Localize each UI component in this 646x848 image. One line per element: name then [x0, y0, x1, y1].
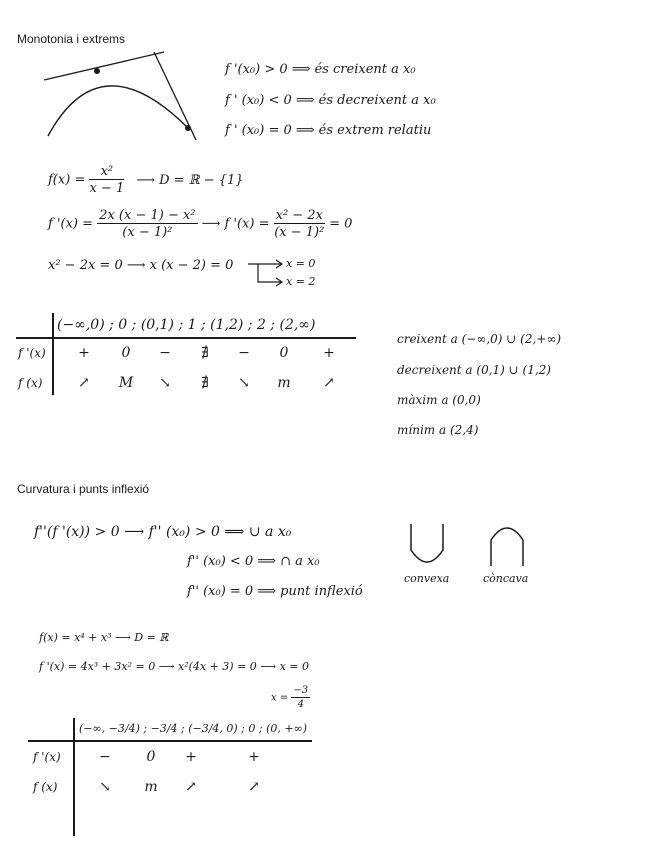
derivative-lhs: f '(x) = [48, 216, 94, 232]
table1-behaviour-cell: ↘ [238, 375, 250, 391]
derivative-line [48, 209, 352, 239]
table1-row-label-derivative: f '(x) [18, 346, 46, 360]
table1-sign-cell: + [323, 345, 335, 361]
table2-row-label-derivative: f '(x) [33, 750, 61, 764]
curvature-rule-positive: f''(f '(x)) > 0 ⟶ f'' (x₀) > 0 ⟹ ∪ a x₀ [34, 524, 292, 540]
label-convexa: convexa [404, 572, 450, 585]
table1-behaviour-cell: m [277, 375, 291, 391]
section-title-curvatura: Curvatura i punts inflexió [17, 482, 150, 496]
table1-behaviour-cell: ↗ [78, 375, 90, 391]
label-concava: còncava [483, 572, 529, 585]
derivative-simplified-denominator: (x − 1)² [274, 225, 325, 240]
table1-sign-cell: ∄ [201, 345, 209, 361]
table1-behaviour-cell: M [118, 375, 134, 391]
table1-behaviour-cell: ∄ [201, 375, 209, 391]
solve-equation: x² − 2x = 0 ⟶ x (x − 2) = 0 [48, 258, 234, 273]
table1-behaviour-cell: ↘ [159, 375, 171, 391]
table1-sign-cell: 0 [279, 345, 289, 361]
table2-sign-cell: + [248, 749, 260, 765]
table2-behaviour-cell: ↗ [248, 779, 260, 795]
derivative-simplified-fraction [274, 209, 325, 239]
table2-sign-cell: + [185, 749, 197, 765]
rule-increasing: f '(x₀) > 0 ⟹ és creixent a x₀ [225, 62, 416, 77]
summary-maximum: màxim a (0,0) [397, 393, 481, 407]
table2-horizontal-rule [28, 740, 312, 742]
concave-shape-icon [487, 522, 527, 568]
curvature-rule-zero: f'' (x₀) = 0 ⟹ punt inflexió [187, 584, 363, 599]
table1-row-label-function: f (x) [18, 376, 43, 390]
branch-arrows [246, 262, 286, 288]
table1-sign-cell: + [78, 345, 90, 361]
root-fraction [291, 686, 310, 710]
table2-row-label-function: f (x) [33, 780, 58, 794]
table1-sign-cell: − [238, 345, 250, 361]
table1-sign-cell: 0 [121, 345, 131, 361]
function2-definition: f(x) = x⁴ + x³ ⟶ D = ℝ [39, 631, 169, 644]
summary-increasing: creixent a (−∞,0) ∪ (2,+∞) [397, 332, 562, 346]
table1-sign-cell: − [159, 345, 171, 361]
table1-vertical-rule [52, 313, 54, 395]
derivative-numerator: 2x (x − 1) − x² [99, 208, 196, 223]
function-lhs: f(x) = [48, 172, 86, 188]
derivative-denominator: (x − 1)² [122, 225, 173, 240]
derivative-equals-zero: = 0 [329, 216, 353, 232]
function-definition [48, 165, 243, 195]
table1-behaviour-cell: ↗ [323, 375, 335, 391]
root-x0: x = 0 [286, 257, 316, 270]
root-denominator: 4 [297, 699, 304, 710]
convex-shape-icon [407, 522, 447, 568]
table2-sign-cell: − [99, 749, 111, 765]
function2-root [271, 686, 310, 710]
root-numerator: −3 [293, 685, 309, 696]
summary-decreasing: decreixent a (0,1) ∪ (1,2) [397, 363, 551, 377]
rule-decreasing: f ' (x₀) < 0 ⟹ és decreixent a x₀ [225, 93, 436, 108]
function-domain: ⟶ D = ℝ − {1} [136, 172, 244, 188]
derivative-arrow: ⟶ [201, 216, 221, 232]
table2-vertical-rule [73, 718, 75, 836]
summary-minimum: mínim a (2,4) [397, 423, 479, 437]
function-fraction [89, 165, 124, 195]
function2-derivative: f '(x) = 4x³ + 3x² = 0 ⟶ x²(4x + 3) = 0 ⟶ x = 0 [39, 660, 309, 673]
table2-behaviour-cell: ↘ [99, 779, 111, 795]
table2-behaviour-cell: ↗ [185, 779, 197, 795]
derivative-simplified-numerator: x² − 2x [275, 208, 323, 223]
table2-intervals: (−∞, −3/4) ; −3/4 ; (−3/4, 0) ; 0 ; (0, +∞) [79, 722, 308, 735]
table1-intervals: (−∞,0) ; 0 ; (0,1) ; 1 ; (1,2) ; 2 ; (2,∞) [57, 317, 316, 333]
table1-horizontal-rule [16, 337, 356, 339]
rule-extrem: f ' (x₀) = 0 ⟹ és extrem relatiu [225, 123, 432, 138]
table2-behaviour-cell: m [144, 779, 158, 795]
section-title-monotonia: Monotonia i extrems [17, 32, 126, 46]
derivative-fraction [97, 209, 197, 239]
derivative-lhs-simplified: f '(x) = [224, 216, 270, 232]
curvature-rule-negative: f'' (x₀) < 0 ⟹ ∩ a x₀ [187, 554, 320, 569]
tangent-curve-diagram [40, 48, 210, 148]
function-denominator: x − 1 [89, 181, 125, 196]
root-x2: x = 2 [286, 275, 316, 288]
table2-sign-cell: 0 [146, 749, 156, 765]
function-numerator: x² [89, 165, 124, 180]
root-lhs: x = [271, 692, 289, 704]
